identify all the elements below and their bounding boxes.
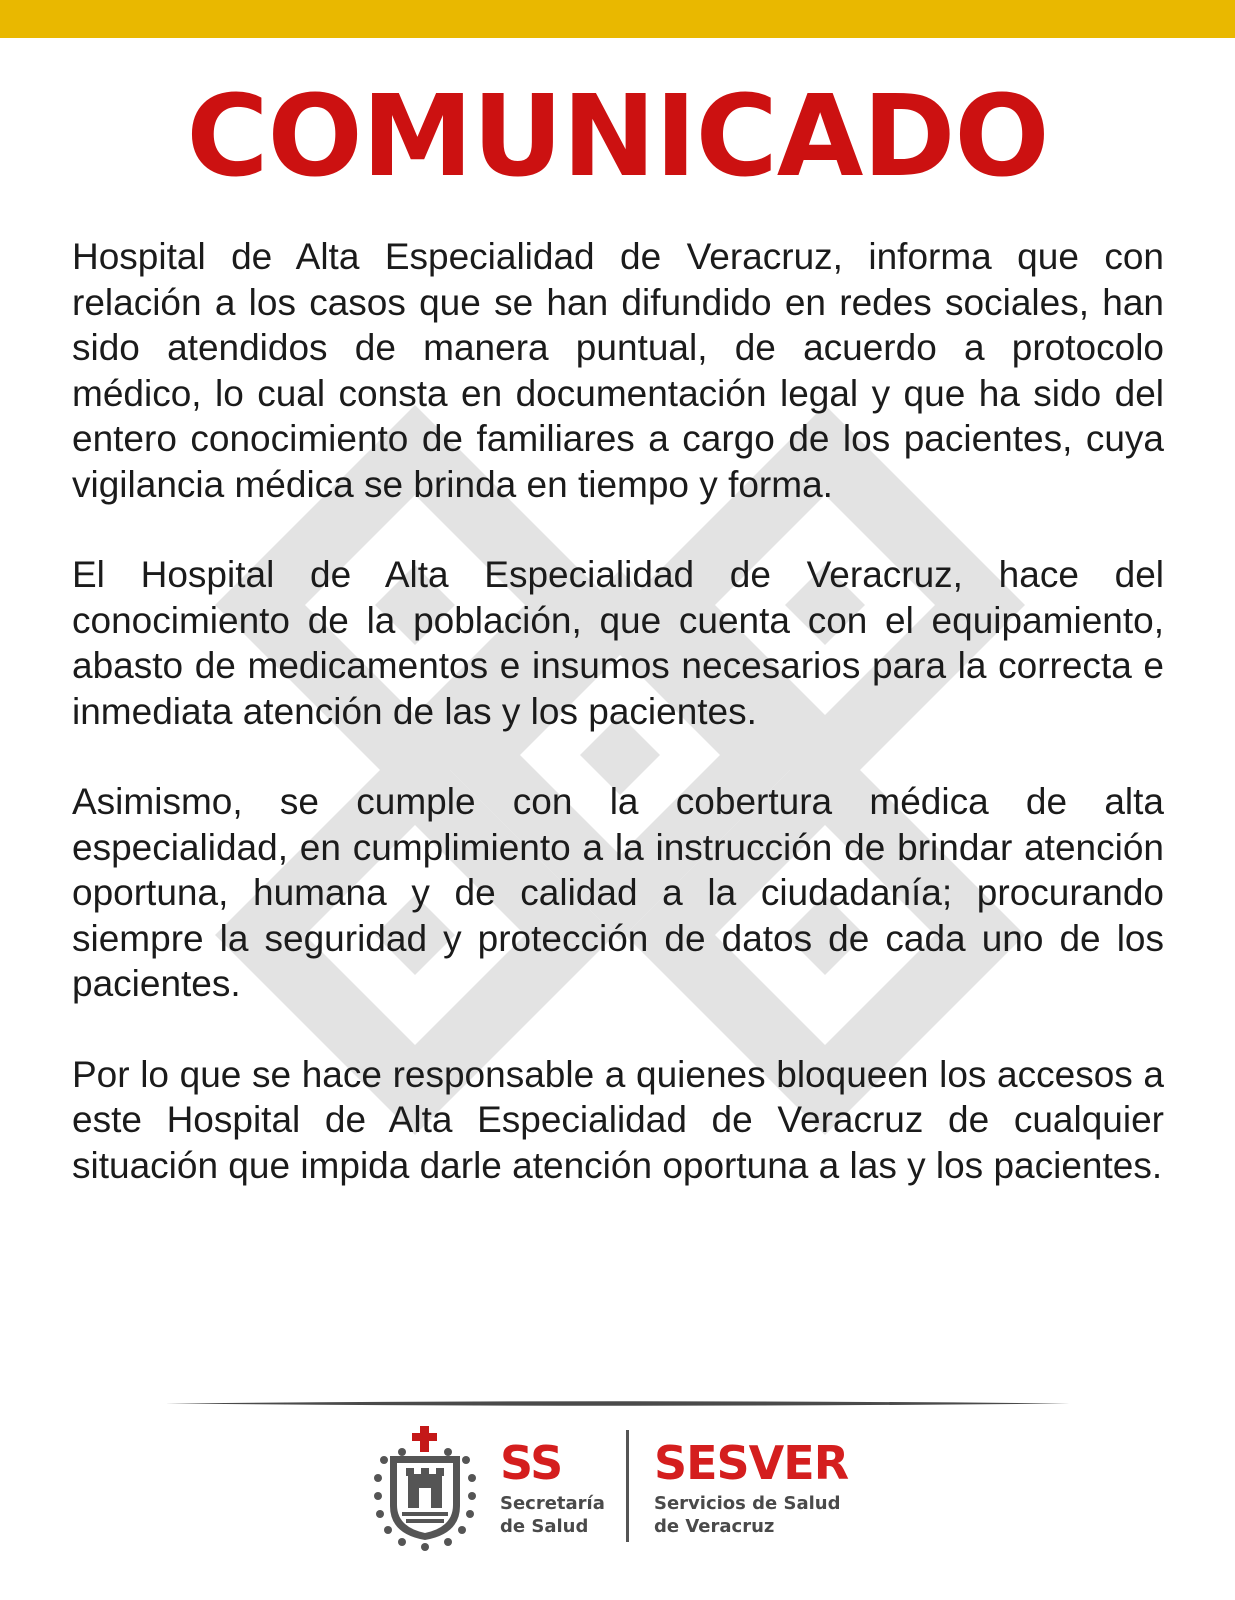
- paragraph-4: Por lo que se hace responsable a quienes bloqueen los accesos a este Hospital de Alta Especialidad de Veracruz de cualquier situación que impida darle atención oportuna a las y los pacientes.: [72, 1053, 1164, 1186]
- ss-logo: [500, 1436, 605, 1538]
- veracruz-seal-icon: [372, 1426, 478, 1552]
- sesver-name-line-1: Servicios de Salud: [654, 1493, 841, 1514]
- footer-logos: [0, 1420, 1235, 1560]
- ss-abbreviation: SS: [500, 1436, 563, 1490]
- top-accent-bar: [0, 0, 1235, 38]
- sesver-logo: [654, 1436, 849, 1538]
- ss-full-name: [500, 1492, 605, 1538]
- paragraph-2: El Hospital de Alta Especialidad de Veracruz, hace del conocimiento de la población, que cuenta con el equipamiento, abasto de medicamentos e insumos necesarios para la correcta e inmediata atención de las y los pacientes.: [72, 554, 1164, 732]
- paragraph-1: Hospital de Alta Especialidad de Veracruz, informa que con relación a los casos que se han difundido en redes sociales, han sido atendidos de manera puntual, de acuerdo a protocolo médico, lo cual consta en documentación legal y que ha sido del entero conocimiento de familiares a cargo de los pacientes, cuya vigilancia médica se brinda en tiempo y forma.: [72, 236, 1164, 505]
- ss-name-line-1: Secretaría: [500, 1493, 605, 1514]
- paragraph-3: Asimismo, se cumple con la cobertura médica de alta especialidad, en cumplimiento a la instrucción de brindar atención oportuna, humana y de calidad a la ciudadanía; procurando siempre la seguridad y protección de datos de cada uno de los pacientes.: [72, 781, 1164, 1004]
- sesver-abbreviation: SESVER: [654, 1436, 849, 1490]
- sesver-name-line-2: de Veracruz: [654, 1516, 775, 1537]
- ss-name-line-2: de Salud: [500, 1516, 589, 1537]
- footer-divider: [165, 1400, 1070, 1407]
- communique-body: [72, 234, 1164, 1233]
- logo-separator: [626, 1430, 629, 1542]
- page-title: COMUNICADO: [186, 72, 1049, 202]
- sesver-full-name: [654, 1492, 848, 1538]
